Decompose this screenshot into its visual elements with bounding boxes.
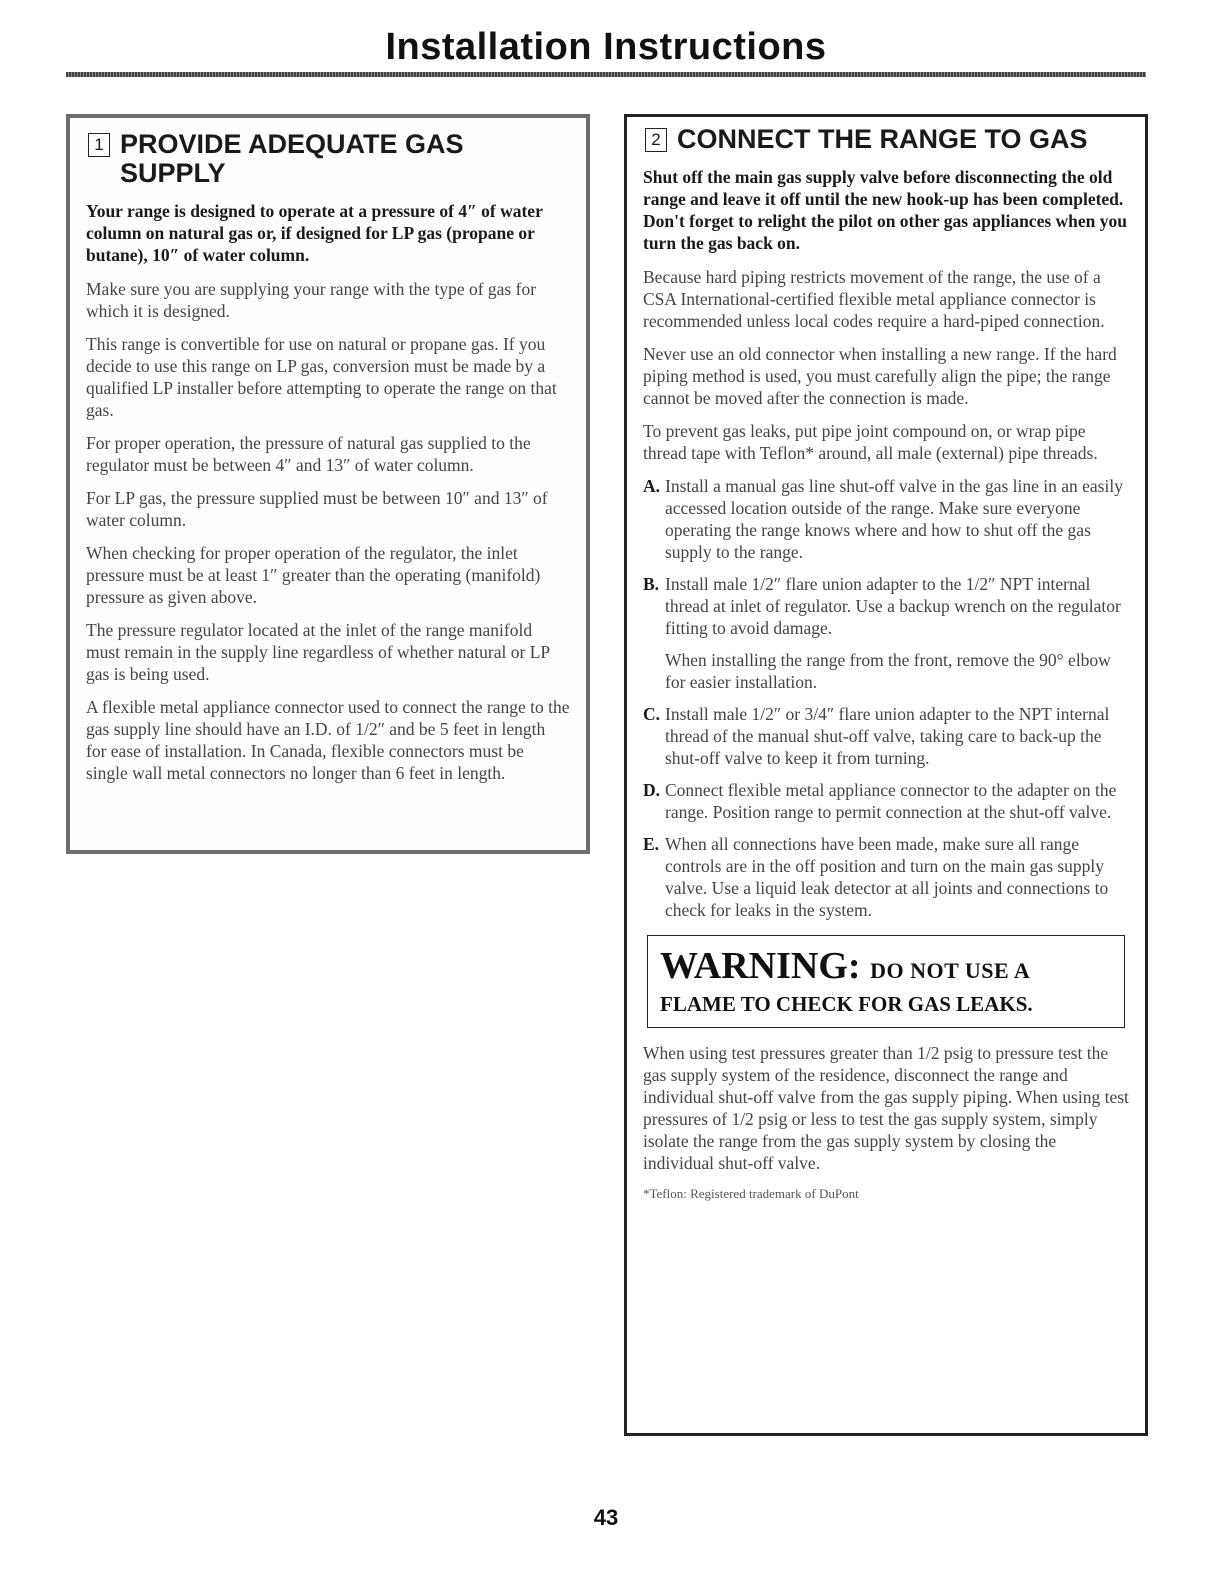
paragraph: A flexible metal appliance connector used to connect the range to the gas supply line should have an I.D. of 1/2″ and be 5 feet in length for ease of installation. In Canada, flexible connectors must be single wall metal connectors no longer than 6 feet in length.	[86, 697, 570, 783]
paragraph: This range is convertible for use on natural or propane gas. If you decide to use this range on LP gas, conversion must be made by a qualified LP installer before attempting to operate the range on that gas.	[86, 334, 557, 420]
section-lead: Shut off the main gas supply valve before disconnecting the old range and leave it off until the new hook-up has been completed. Don't forget to relight the pilot on other gas appliances when you turn the gas back on.	[643, 167, 1128, 253]
paragraph: The pressure regulator located at the inlet of the range manifold must remain in the supply line regardless of whether natural or LP gas is being used.	[86, 620, 550, 684]
step-d	[643, 779, 1129, 823]
paragraph: Make sure you are supplying your range with the type of gas for which it is designed.	[86, 279, 537, 321]
step-letter: A.	[643, 476, 661, 496]
section-number-badge: 1	[88, 133, 110, 157]
step-text: Install male 1/2″ or 3/4″ flare union adapter to the NPT internal thread of the manual shut-off valve, taking care to back-up the shut-off valve to keep it from turning.	[665, 704, 1110, 768]
page-number: 43	[593, 1505, 619, 1530]
section-lead: Your range is designed to operate at a pressure of 4″ of water column on natural gas or, if designed for LP gas (propane or butane), 10″ of water column.	[86, 201, 543, 265]
section-heading	[86, 130, 570, 188]
paragraph: Never use an old connector when installing a new range. If the hard piping method is used, you must carefully align the pipe; the range cannot be moved after the connection is made.	[643, 344, 1117, 408]
paragraph: For proper operation, the pressure of natural gas supplied to the regulator must be between 4″ and 13″ of water column.	[86, 433, 531, 475]
step-b-note: When installing the range from the front, remove the 90° elbow for easier installation.	[665, 650, 1111, 692]
paragraph: To prevent gas leaks, put pipe joint compound on, or wrap pipe thread tape with Teflon* around, all male (external) pipe threads.	[643, 421, 1098, 463]
step-text: Connect flexible metal appliance connector to the adapter on the range. Position range to permit connection at the shut-off valve.	[665, 780, 1117, 822]
warning-text-line2: FLAME TO CHECK FOR GAS LEAKS.	[660, 992, 1033, 1016]
footnote: *Teflon: Registered trademark of DuPont	[643, 1186, 859, 1201]
title-divider	[66, 72, 1146, 77]
step-letter: D.	[643, 780, 661, 800]
section-heading	[643, 125, 1129, 154]
paragraph: For LP gas, the pressure supplied must be between 10″ and 13″ of water column.	[86, 488, 548, 530]
section-number-badge: 2	[645, 128, 667, 152]
step-letter: E.	[643, 834, 660, 854]
warning-heading	[660, 946, 1112, 991]
warning-word: WARNING:	[660, 945, 861, 987]
warning-text: DO NOT USE A	[870, 958, 1031, 983]
step-letter: B.	[643, 574, 660, 594]
paragraph: Because hard piping restricts movement of the range, the use of a CSA International-certified flexible metal appliance connector is recommended unless local codes require a hard-piped connection.	[643, 267, 1105, 331]
section-provide-gas-supply	[66, 114, 590, 854]
section-title: CONNECT THE RANGE TO GAS	[677, 124, 1088, 154]
step-text: When all connections have been made, make sure all range controls are in the off position and turn on the main gas supply valve. Use a liquid leak detector at all joints and connections to check for leaks in the system.	[665, 834, 1109, 920]
step-text: Install a manual gas line shut-off valve in the gas line in an easily accessed location outside of the range. Make sure everyone operating the range knows where and how to shut off the gas supply to the range.	[665, 476, 1123, 562]
step-letter: C.	[643, 704, 661, 724]
paragraph: When checking for proper operation of the regulator, the inlet pressure must be at least 1″ greater than the operating (manifold) pressure as given above.	[86, 543, 541, 607]
section-connect-range	[624, 114, 1148, 1436]
paragraph: When using test pressures greater than 1/2 psig to pressure test the gas supply system of the residence, disconnect the range and individual shut-off valve from the gas supply piping. When using test pressures of 1/2 psig or less to test the gas supply system, simply isolate the range from the gas supply system by closing the individual shut-off valve.	[643, 1043, 1129, 1173]
section-title: PROVIDE ADEQUATE GAS SUPPLY	[120, 129, 464, 188]
warning-box	[647, 935, 1125, 1028]
step-e	[643, 833, 1129, 921]
page-title: Installation Instructions	[385, 26, 827, 68]
step-b	[643, 573, 1129, 639]
step-a	[643, 475, 1129, 563]
step-c	[643, 703, 1129, 769]
step-text: Install male 1/2″ flare union adapter to the 1/2″ NPT internal thread at inlet of regulator. Use a backup wrench on the regulator fitting to avoid damage.	[665, 574, 1121, 638]
